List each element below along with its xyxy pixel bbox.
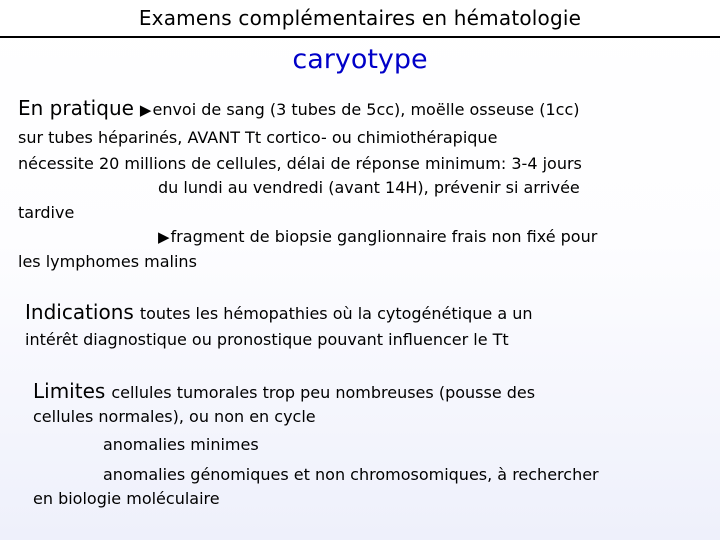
slide-title: Examens complémentaires en hématologie <box>138 6 582 30</box>
limites-line-3: anomalies minimes <box>103 435 259 454</box>
slide-header <box>0 0 720 38</box>
en-pratique-line-7: les lymphomes malins <box>18 252 197 271</box>
indications-line-2: intérêt diagnostique ou pronostique pouvant influencer le Tt <box>25 330 509 349</box>
indications-text-1: toutes les hémopathies où la cytogénétique a un <box>139 304 533 323</box>
arrow-right-icon: ▶ <box>139 101 152 119</box>
limites-text-1: cellules tumorales trop peu nombreuses (pousse des <box>111 383 536 402</box>
limites-label: Limites <box>33 379 106 403</box>
slide-subtitle: caryotype <box>292 44 428 75</box>
en-pratique-line-5: tardive <box>18 203 75 222</box>
limites-line-2: cellules normales), ou non en cycle <box>33 407 316 426</box>
limites-line-4: anomalies génomiques et non chromosomiques, à rechercher <box>103 465 599 484</box>
en-pratique-text-6: fragment de biopsie ganglionnaire frais non fixé pour <box>170 227 598 246</box>
en-pratique-line-1 <box>18 96 579 120</box>
en-pratique-line-6 <box>158 227 597 246</box>
indications-line-1 <box>25 300 533 324</box>
indications-label: Indications <box>25 300 134 324</box>
limites-line-5: en biologie moléculaire <box>33 489 220 508</box>
limites-line-1 <box>33 379 535 403</box>
en-pratique-text-1: envoi de sang (3 tubes de 5cc), moëlle osseuse (1cc) <box>152 100 580 119</box>
en-pratique-line-4: du lundi au vendredi (avant 14H), prévenir si arrivée <box>158 178 580 197</box>
en-pratique-line-3: nécessite 20 millions de cellules, délai de réponse minimum: 3-4 jours <box>18 154 582 173</box>
arrow-right-icon: ▶ <box>158 228 170 246</box>
en-pratique-line-2: sur tubes héparinés, AVANT Tt cortico- ou chimiothérapique <box>18 128 498 147</box>
en-pratique-label: En pratique <box>18 96 134 120</box>
